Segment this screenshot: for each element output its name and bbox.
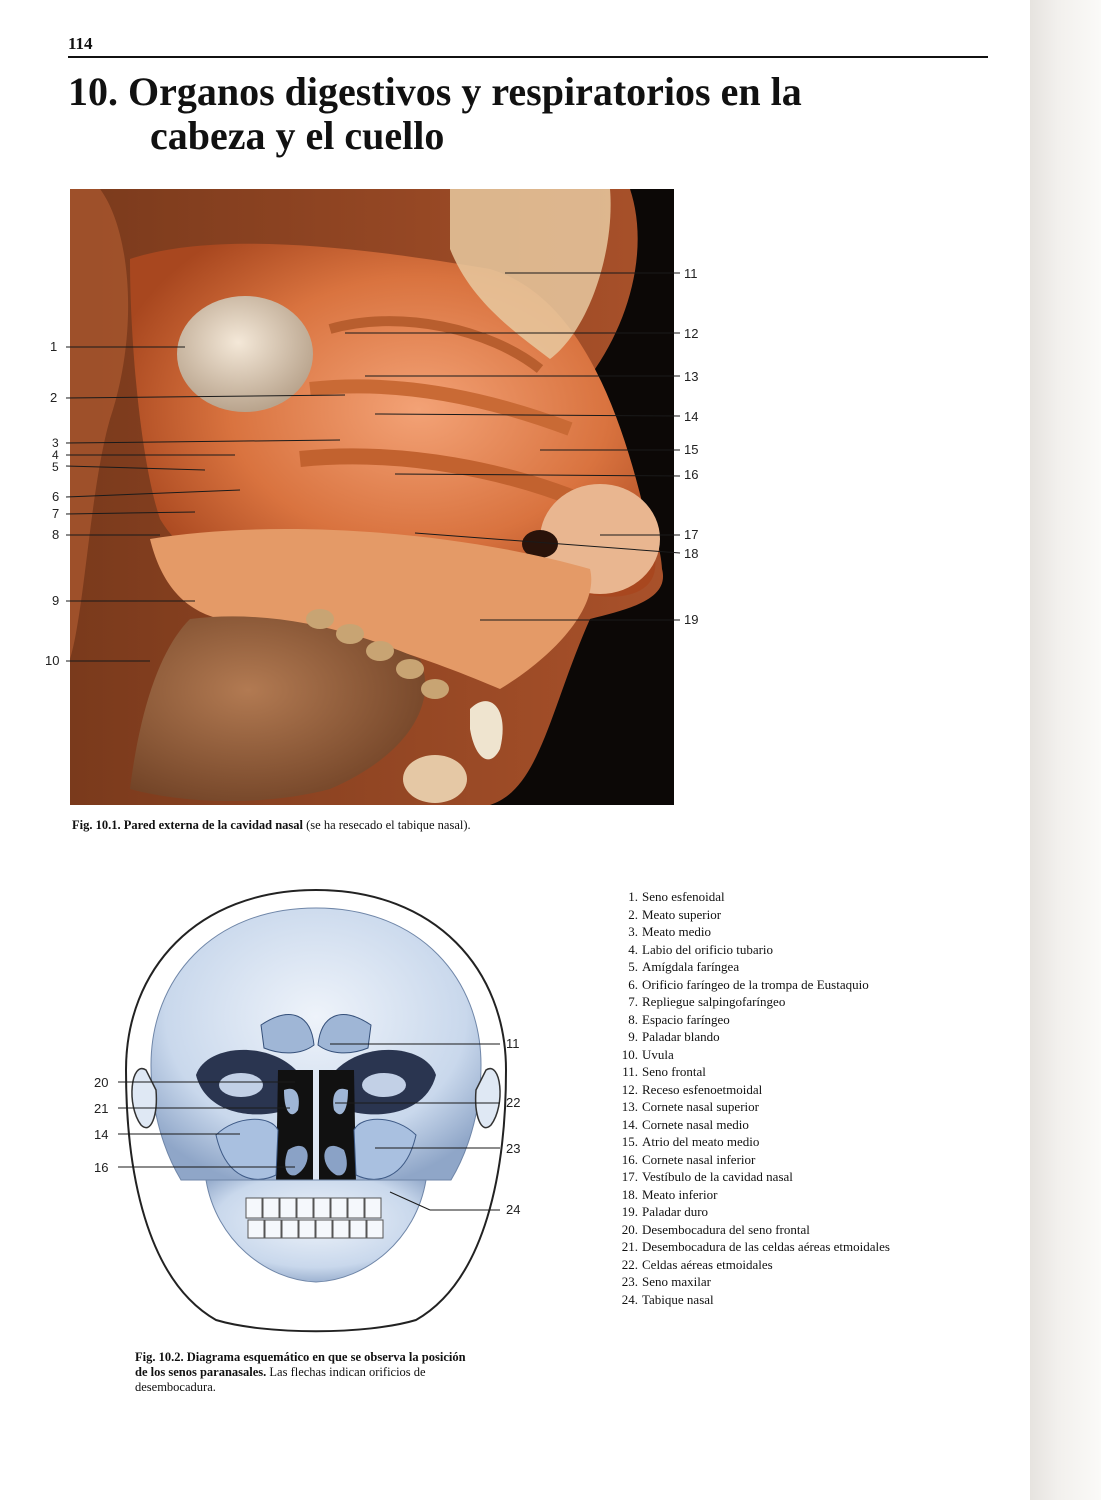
legend-item: 14. Cornete nasal medio	[621, 1116, 749, 1132]
fig2-leader-lines	[0, 1000, 1101, 1250]
legend-item: 11. Seno frontal	[622, 1064, 706, 1079]
legend-item: 8. Espacio faríngeo	[628, 1011, 730, 1027]
fig2-label-16: 16	[94, 1160, 109, 1175]
legend-item: 3. Meato medio	[628, 924, 711, 939]
legend-item: 5. Amígdala faríngea	[628, 959, 740, 974]
fig2-label-21: 21	[94, 1101, 109, 1116]
legend-item: 4. Labio del orificio tubario	[628, 941, 774, 957]
legend-item: 10. Uvula	[621, 1046, 674, 1062]
figure1-caption-rest: (se ha resecado el tabique nasal).	[303, 818, 471, 832]
legend-item: 24. Tabique nasal	[621, 1291, 714, 1307]
chapter-title-line2: cabeza y el cuello	[150, 113, 445, 158]
fig2-label-22: 22	[506, 1095, 521, 1110]
legend-item: 2. Meato superior	[628, 906, 722, 922]
fig1-label-3: 3	[52, 436, 59, 450]
figure1-caption-bold: Fig. 10.1. Pared externa de la cavidad nasal	[72, 818, 304, 832]
legend-item: 1. Seno esfenoidal	[628, 889, 725, 904]
fig2-label-11: 11	[506, 1036, 520, 1051]
page-number: 114	[68, 34, 93, 53]
fig1-label-2: 2	[50, 390, 58, 405]
fig2-label-14: 14	[94, 1127, 109, 1142]
legend-item: 23. Seno maxilar	[621, 1274, 711, 1289]
legend-item: 16. Cornete nasal inferior	[621, 1151, 756, 1167]
legend-item: 9. Paladar blando	[628, 1029, 720, 1044]
fig1-label-7: 7	[52, 506, 60, 521]
fig1-label-12: 12	[684, 326, 699, 341]
fig2-label-24: 24	[506, 1202, 521, 1217]
fig1-label-15: 15	[684, 442, 699, 457]
fig1-label-17: 17	[684, 527, 699, 542]
fig1-label-16: 16	[684, 467, 699, 482]
legend-item: 13. Cornete nasal superior	[621, 1099, 759, 1114]
fig1-label-10: 10	[45, 653, 60, 668]
fig1-label-6: 6	[52, 489, 60, 504]
fig1-label-19: 19	[684, 612, 699, 627]
fig1-label-11: 11	[684, 266, 698, 281]
legend-item: 18. Meato inferior	[621, 1186, 718, 1202]
fig1-label-9: 9	[52, 593, 60, 608]
fig1-label-8: 8	[52, 527, 60, 542]
fig2-label-20: 20	[94, 1075, 109, 1090]
figure1-caption	[72, 818, 471, 833]
chapter-title-line1: 10. Organos digestivos y respiratorios en la	[68, 69, 802, 114]
figure2-caption-bold: Fig. 10.2. Diagrama esquemático en que se observa la posición de los senos paranasales.	[135, 1350, 466, 1379]
anatomy-legend	[608, 888, 890, 1308]
legend-item: 19. Paladar duro	[621, 1204, 709, 1219]
legend-item: 21. Desembocadura de las celdas aéreas etmoidales	[621, 1239, 890, 1254]
fig1-label-1: 1	[50, 339, 58, 354]
fig2-label-23: 23	[506, 1141, 521, 1156]
legend-item: 7. Repliegue salpingofaríngeo	[628, 994, 786, 1009]
legend-item: 6. Orificio faríngeo de la trompa de Eustaquio	[628, 976, 869, 992]
legend-item: 15. Atrio del meato medio	[621, 1134, 760, 1149]
legend-item: 17. Vestíbulo de la cavidad nasal	[621, 1169, 793, 1184]
legend-item: 20. Desembocadura del seno frontal	[621, 1221, 810, 1237]
legend-item: 12. Receso esfenoetmoidal	[621, 1081, 763, 1097]
fig1-label-14: 14	[684, 409, 699, 424]
fig1-label-13: 13	[684, 369, 699, 384]
figure2-caption-rest: Las flechas indican orificios de desembocadura.	[135, 1365, 426, 1394]
legend-item: 22. Celdas aéreas etmoidales	[621, 1256, 773, 1272]
fig1-label-18: 18	[684, 546, 699, 561]
fig1-label-4: 4	[52, 448, 59, 462]
figure2-caption	[135, 1350, 470, 1395]
fig1-label-5: 5	[52, 460, 59, 474]
